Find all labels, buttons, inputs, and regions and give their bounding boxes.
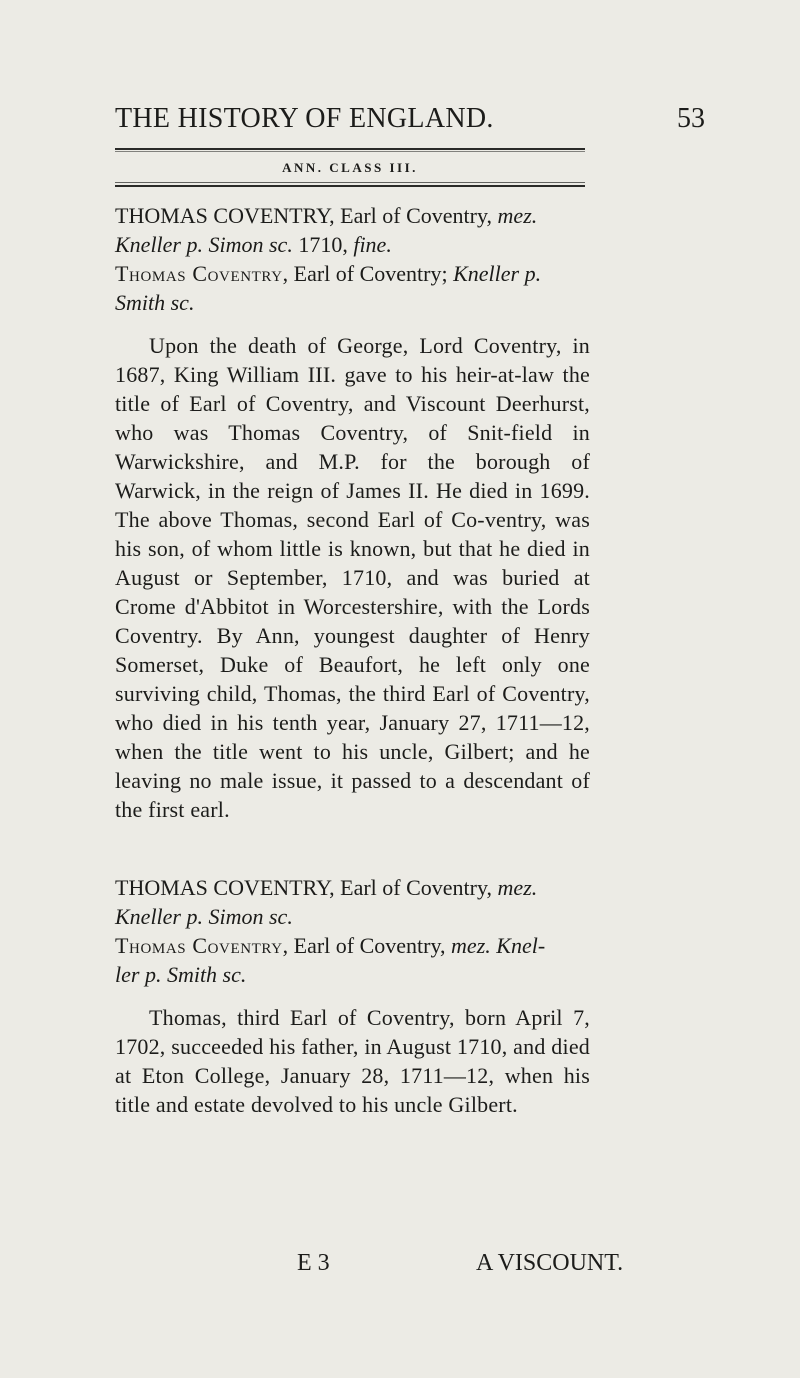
variant-print-heading [115,259,590,288]
section-label: ANN. CLASS III. [282,160,418,175]
biography-paragraph: Thomas, third Earl of Coventry, born April 7, 1702, succeeded his father, in August 1710, and died at Eton College, January 28, 1711—12, when his title and estate devolved to his uncle Gilbert. [115,1005,590,1117]
artist-credit: Kneller p. Simon sc. [115,904,293,929]
signature-mark: E 3 [297,1250,330,1276]
entry-second-earl [115,201,590,824]
variant-medium: mez. [451,933,491,958]
print-quality: fine. [353,232,392,257]
page-number: 53 [677,103,705,134]
sitter-name: THOMAS COVENTRY [115,875,330,900]
variant-painter-engraver: ler p. Smith sc. [115,962,247,987]
sitter-name: THOMAS COVENTRY [115,203,330,228]
running-head [115,103,705,143]
section-rule-thick [115,185,585,187]
variant-sitter-name: Thomas Coventry [115,261,283,286]
variant-engraver: Smith sc. [115,290,195,315]
header-rule-thin [115,151,585,152]
variant-sitter-title: , Earl of Coventry; [282,261,454,286]
entry-third-earl [115,873,590,1119]
biography-paragraph: Upon the death of George, Lord Coventry, in 1687, King William III. gave to his heir-at-law the title of Earl of Coventry, and Viscount Deerhurst, who was Thomas Coventry, of Snit-field in Warwickshire, and M.P. for the borough of Warwick, in the reign of James II. He died in 1699. The above Thomas, second Earl of Co-ventry, was his son, of whom little is known, but that he died in August or September, 1710, and was buried at Crome d'Abbitot in Worcestershire, with the Lords Coventry. By Ann, youngest daughter of Henry Somerset, Duke of Beaufort, he left only one surviving child, Thomas, the third Earl of Coventry, who died in his tenth year, January 27, 1711—12, when the title went to his uncle, Gilbert; and he leaving no male issue, it passed to a descendant of the first earl. [115,333,590,822]
artist-credit: Kneller p. Simon sc. [115,232,293,257]
portrait-credit [115,902,590,931]
sitter-title: , Earl of Coventry, [329,875,498,900]
portrait-heading [115,201,590,230]
portrait-heading [115,873,590,902]
portrait-credit [115,230,590,259]
print-medium: mez. [497,203,538,228]
variant-sitter-title: , Earl of Coventry, [282,933,452,958]
page-footer [0,1250,800,1290]
print-date: 1710, [292,232,354,257]
variant-painter: Kneller p. [453,261,542,286]
variant-sitter-name: Thomas Coventry [115,933,283,958]
header-rule-thick [115,148,585,150]
variant-print-heading [115,931,590,960]
section-rule-thin [115,182,585,183]
variant-print-credit [115,960,590,989]
variant-print-credit [115,288,590,317]
catchword: A VISCOUNT. [476,1250,624,1276]
print-medium: mez. [497,875,538,900]
sitter-title: , Earl of Coventry, [329,203,498,228]
running-title: THE HISTORY OF ENGLAND. [115,103,494,134]
variant-painter: Knel- [496,933,546,958]
